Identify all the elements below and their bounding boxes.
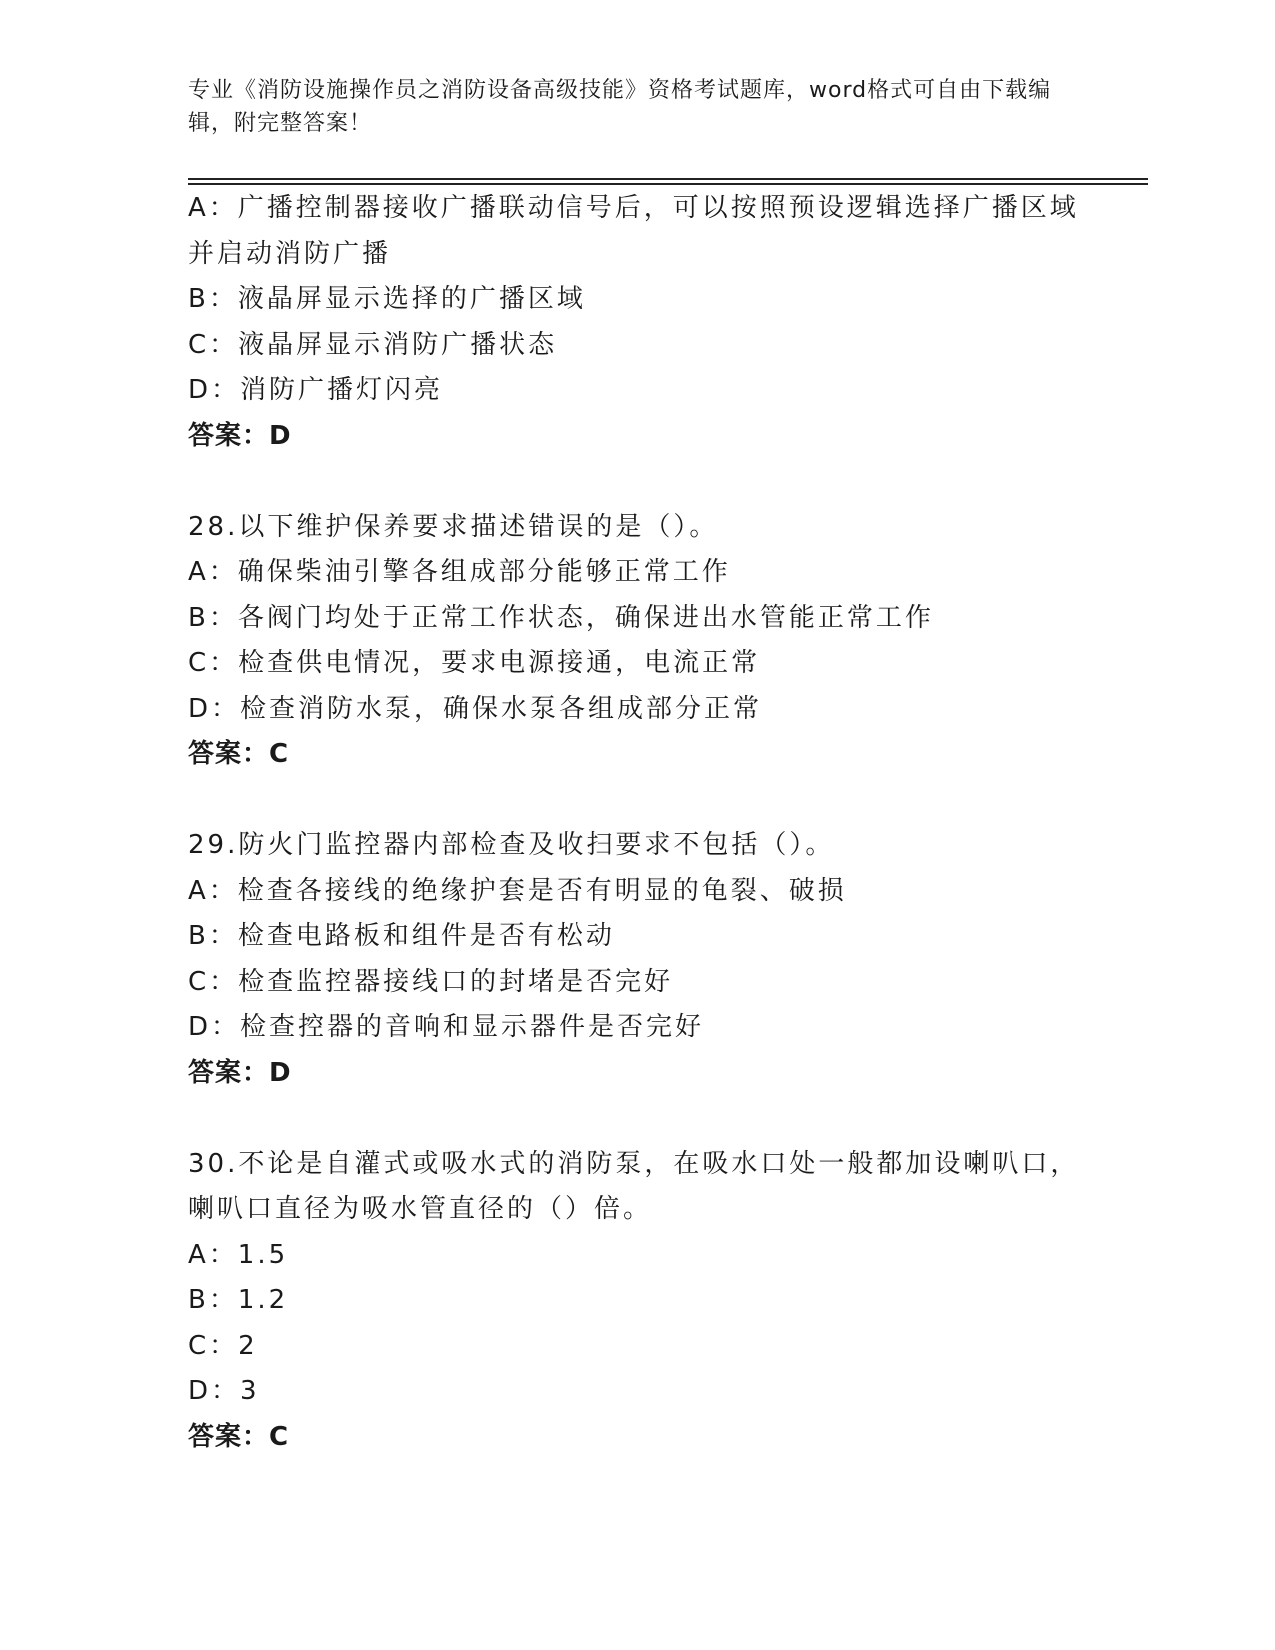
option-a: A：确保柴油引擎各组成部分能够正常工作	[188, 557, 731, 587]
question-stem-continued: 喇叭口直径为吸水管直径的（）倍。	[188, 1194, 653, 1224]
answer: 答案：C	[188, 1421, 290, 1452]
header-divider-top	[188, 178, 1148, 180]
option-b: B：各阀门均处于正常工作状态，确保进出水管能正常工作	[188, 602, 934, 633]
question-stem: 28.以下维护保养要求描述错误的是（）。	[188, 511, 719, 542]
option-b: B：液晶屏显示选择的广播区域	[188, 284, 586, 314]
option-c: C：检查供电情况，要求电源接通，电流正常	[188, 648, 761, 678]
option-a: A：检查各接线的绝缘护套是否有明显的龟裂、破损	[188, 875, 847, 906]
question-30	[188, 1142, 1088, 1461]
question-list	[188, 186, 1088, 1460]
option-d: D：检查消防水泵，确保水泵各组成部分正常	[188, 693, 763, 724]
answer: 答案：D	[188, 420, 292, 451]
question-28	[188, 505, 1088, 778]
header-divider-bottom	[188, 183, 1148, 185]
option-c: C：检查监控器接线口的封堵是否完好	[188, 966, 674, 997]
spacer	[188, 1096, 1088, 1142]
option-a-continued: 并启动消防广播	[188, 238, 392, 269]
question-27-tail	[188, 186, 1088, 459]
question-stem: 30.不论是自灌式或吸水式的消防泵，在吸水口处一般都加设喇叭口，	[188, 1148, 1080, 1179]
option-b: B：检查电路板和组件是否有松动	[188, 921, 615, 951]
option-a: A：广播控制器接收广播联动信号后，可以按照预设逻辑选择广播区域	[188, 193, 1079, 223]
answer: 答案：D	[188, 1057, 292, 1088]
option-d: D：检查控器的音响和显示器件是否完好	[188, 1012, 705, 1042]
question-29	[188, 823, 1088, 1096]
option-c: C：液晶屏显示消防广播状态	[188, 329, 558, 360]
spacer	[188, 778, 1088, 824]
option-d: D：消防广播灯闪亮	[188, 375, 444, 405]
question-stem: 29.防火门监控器内部检查及收扫要求不包括（）。	[188, 830, 835, 860]
option-c: C：2	[188, 1330, 258, 1361]
option-d: D：3	[188, 1376, 260, 1406]
answer: 答案：C	[188, 739, 290, 769]
option-a: A：1.5	[188, 1239, 289, 1270]
header-note: 专业《消防设施操作员之消防设备高级技能》资格考试题库，word格式可自由下载编辑，附完整答案！	[188, 78, 1052, 136]
option-b: B：1.2	[188, 1285, 289, 1315]
spacer	[188, 459, 1088, 505]
